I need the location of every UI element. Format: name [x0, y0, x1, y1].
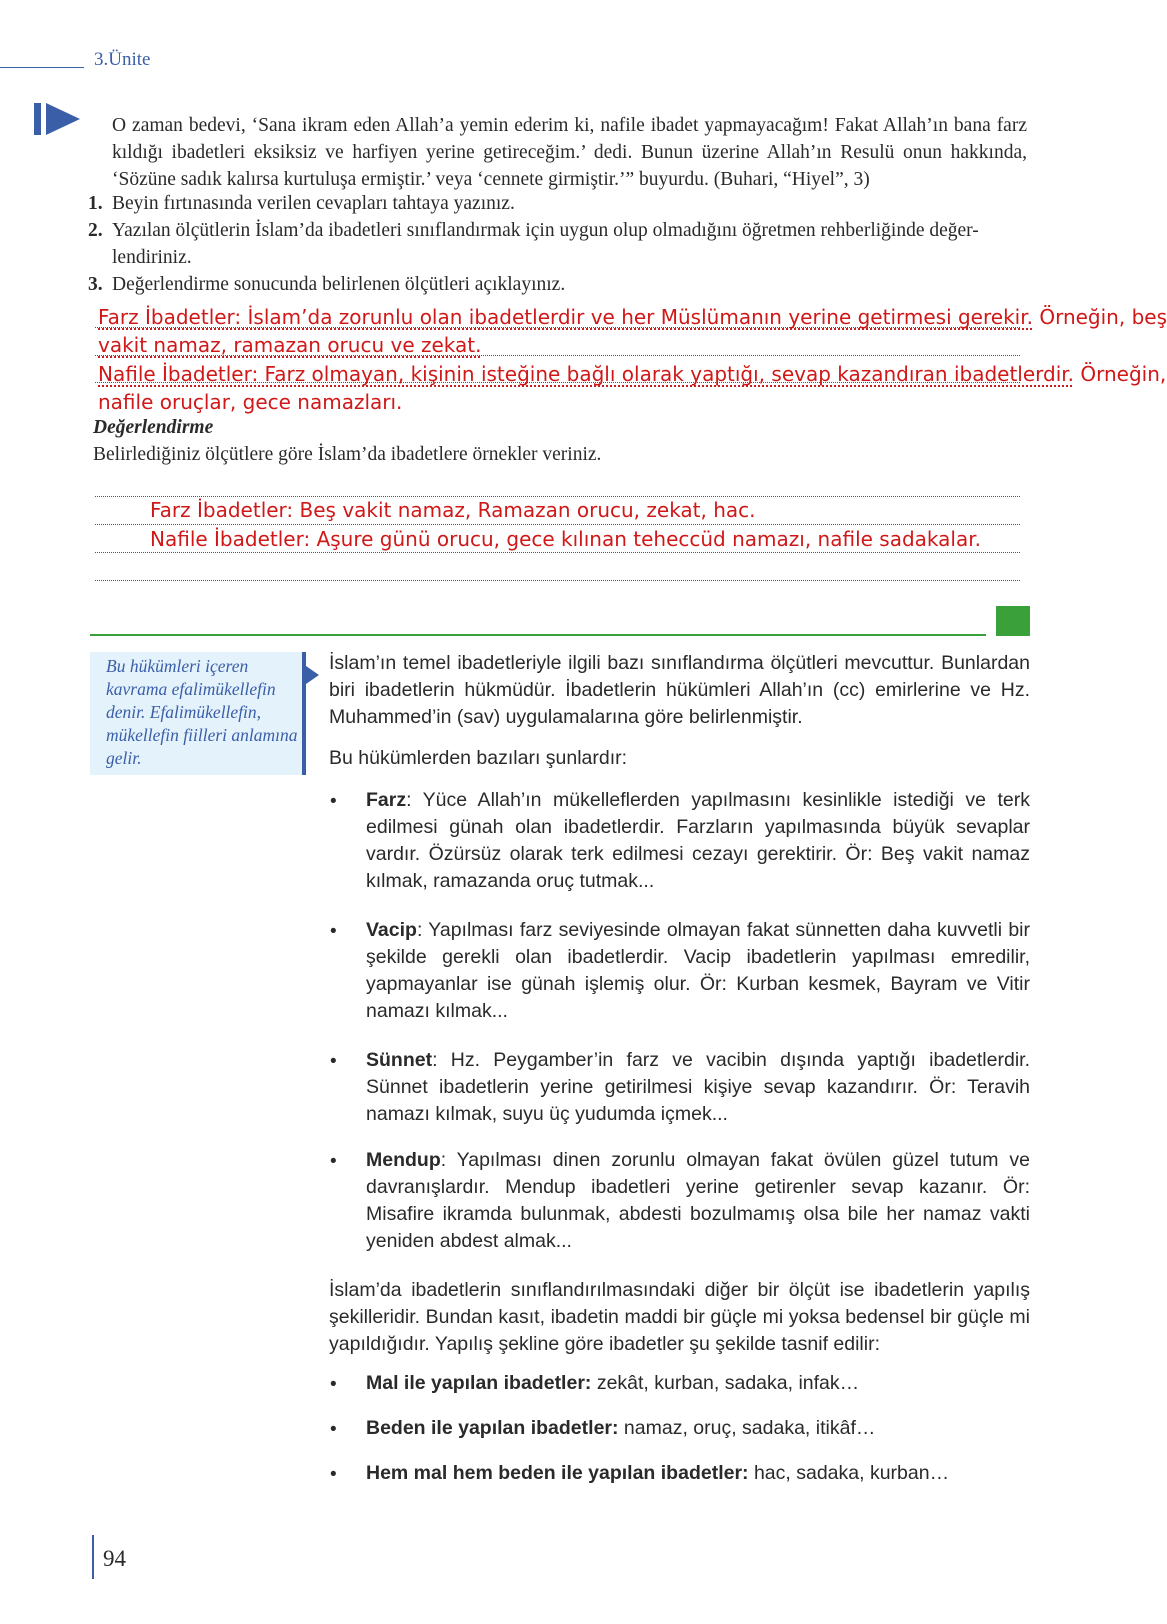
forms-intro-paragraph: İslam’da ibadetlerin sınıflandırılmasındaki diğer bir ölçüt ise ibadetlerin yapılış şekilleridir. Bundan kasıt, ibadetin maddi bir güçle mi yoksa bedensel bir güçle mi yapıldığıdır. Yapılış şekline göre ibadetler şu şekilde tasnif edilir: — [329, 1279, 1030, 1355]
handwritten-answer-line: Nafile İbadetler: Aşure günü orucu, gece kılınan teheccüd namazı, nafile sadakalar. — [150, 527, 981, 551]
handwritten-answer-line: Farz İbadetler: Beş vakit namaz, Ramazan orucu, zekat, hac. — [150, 498, 756, 522]
intro-paragraph-2: Bu hükümlerden bazıları şunlardır: — [329, 747, 628, 769]
handwritten-answer-line: vakit namaz, ramazan orucu ve zekat. — [98, 333, 482, 357]
answer-line — [95, 580, 1020, 581]
evaluation-heading: Değerlendirme — [93, 417, 214, 438]
question-text-continued: lendiriniz. — [112, 247, 192, 268]
ruling-item: Vacip: Yapılması farz seviyesinde olmayan fakat sünnetten daha kuvvetli bir şekilde gerekli olan ibadetlerdir. Vacip ibadetlerin yapılması emredilir, yapmayanlar ise günah işlemiş olur. Ör: Kurban kesmek, Bayram ve Vitir namazı kılmak... — [366, 919, 1030, 1022]
bullet-icon: • — [330, 1419, 337, 1440]
bullet-icon: • — [330, 1151, 337, 1172]
evaluation-prompt: Belirlediğiniz ölçütlere göre İslam’da ibadetlere örnekler veriniz. — [93, 444, 602, 465]
form-item: Beden ile yapılan ibadetler: namaz, oruç, sadaka, itikâf… — [366, 1417, 876, 1439]
question-number: 1. — [88, 193, 103, 214]
bullet-icon: • — [330, 1374, 337, 1395]
ruling-item: Mendup: Yapılması dinen zorunlu olmayan fakat övülen güzel tutum ve davranışlardır. Mendup ibadetleri yerine getirenler sevap kazanır. Ör: Misafire ikramda bulunmak, abdesti bozulmamış olsa bile her namaz vakti yeniden abdest almak... — [366, 1149, 1030, 1252]
ruling-item: Farz: Yüce Allah’ın mükelleflerden yapılmasını kesinlikle istediği ve terk edilmesi günah olan ibadetlerdir. Farzların yapılmasında büyük sevaplar vardır. Özürsüz olarak terk edilmesi cezayı gerektirir. Ör: Beş vakit namaz kılmak, ramazanda oruç tutmak... — [366, 789, 1030, 892]
question-number: 3. — [88, 274, 103, 295]
sidebar-note-text: Bu hükümleri içeren kavrama efalimükellefin denir. Efalimükellefin, mükellefin fiilleri anlamına gelir. — [106, 656, 298, 768]
unit-label: 3.Ünite — [94, 49, 151, 70]
question-text: Yazılan ölçütlerin İslam’da ibadetleri sınıflandırmak için uygun olup olmadığını öğretmen rehberliğinde değer- — [112, 220, 979, 241]
handwritten-answer-line: nafile oruçlar, gece namazları. — [98, 390, 403, 414]
answer-line — [95, 496, 1020, 497]
bullet-icon: • — [330, 1051, 337, 1072]
bullet-icon: • — [330, 1464, 337, 1485]
play-marker-icon — [34, 103, 80, 135]
answer-line — [95, 552, 1020, 553]
bullet-icon: • — [330, 921, 337, 942]
page-number: 94 — [103, 1546, 126, 1571]
bullet-icon: • — [330, 791, 337, 812]
answer-line — [95, 524, 1020, 525]
header-rule — [0, 67, 84, 68]
form-item: Hem mal hem beden ile yapılan ibadetler: hac, sadaka, kurban… — [366, 1462, 950, 1484]
form-item: Mal ile yapılan ibadetler: zekât, kurban, sadaka, infak… — [366, 1372, 860, 1394]
question-number: 2. — [88, 220, 103, 241]
question-text: Değerlendirme sonucunda belirlenen ölçütleri açıklayınız. — [112, 274, 566, 295]
page-number-bar — [92, 1535, 94, 1579]
section-divider-tab — [996, 606, 1030, 636]
intro-paragraph: İslam’ın temel ibadetleriyle ilgili bazı sınıflandırma ölçütleri mevcuttur. Bunlardan biri ibadetlerin hükmüdür. İbadetlerin hükümleri Allah’ın (cc) emirlerine ve Hz. Muhammed’in (sav) uygulamalarına göre belirlenmiştir. — [329, 652, 1030, 728]
ruling-item: Sünnet: Hz. Peygamber’in farz ve vacibin dışında yaptığı ibadetlerdir. Sünnet ibadetlerin yerine getirilmesi kişiye sevap kazandırır. Ör: Teravih namazı kılmak, suyu üç yudumda içmek... — [366, 1049, 1030, 1125]
pointer-arrow-icon — [306, 666, 319, 684]
question-text: Beyin fırtınasında verilen cevapları tahtaya yazınız. — [112, 193, 515, 214]
handwritten-answer-line: Farz İbadetler: İslam’da zorunlu olan ibadetlerdir ve her Müslümanın yerine getirmesi gerekir. Örneğin, beş — [98, 305, 1167, 329]
story-paragraph: O zaman bedevi, ‘Sana ikram eden Allah’a yemin ederim ki, nafile ibadet yapmayacağım! Fakat Allah’ın bana farz kıldığı ibadetleri eksiksiz ve harfiyen yerine getireceğim.’ dedi. Bunun üzerine Allah’ın Resulü onun hakkında, ‘Sözüne sadık kalırsa kurtuluşa ermiştir.’ veya ‘cennete girmiştir.’” buyurdu. (Buhari, “Hiyel”, 3) — [112, 115, 1027, 190]
handwritten-answer-line: Nafile İbadetler: Farz olmayan, kişinin isteğine bağlı olarak yaptığı, sevap kazandıran ibadetlerdir. Örneğin, — [98, 362, 1167, 386]
section-divider — [90, 634, 986, 636]
